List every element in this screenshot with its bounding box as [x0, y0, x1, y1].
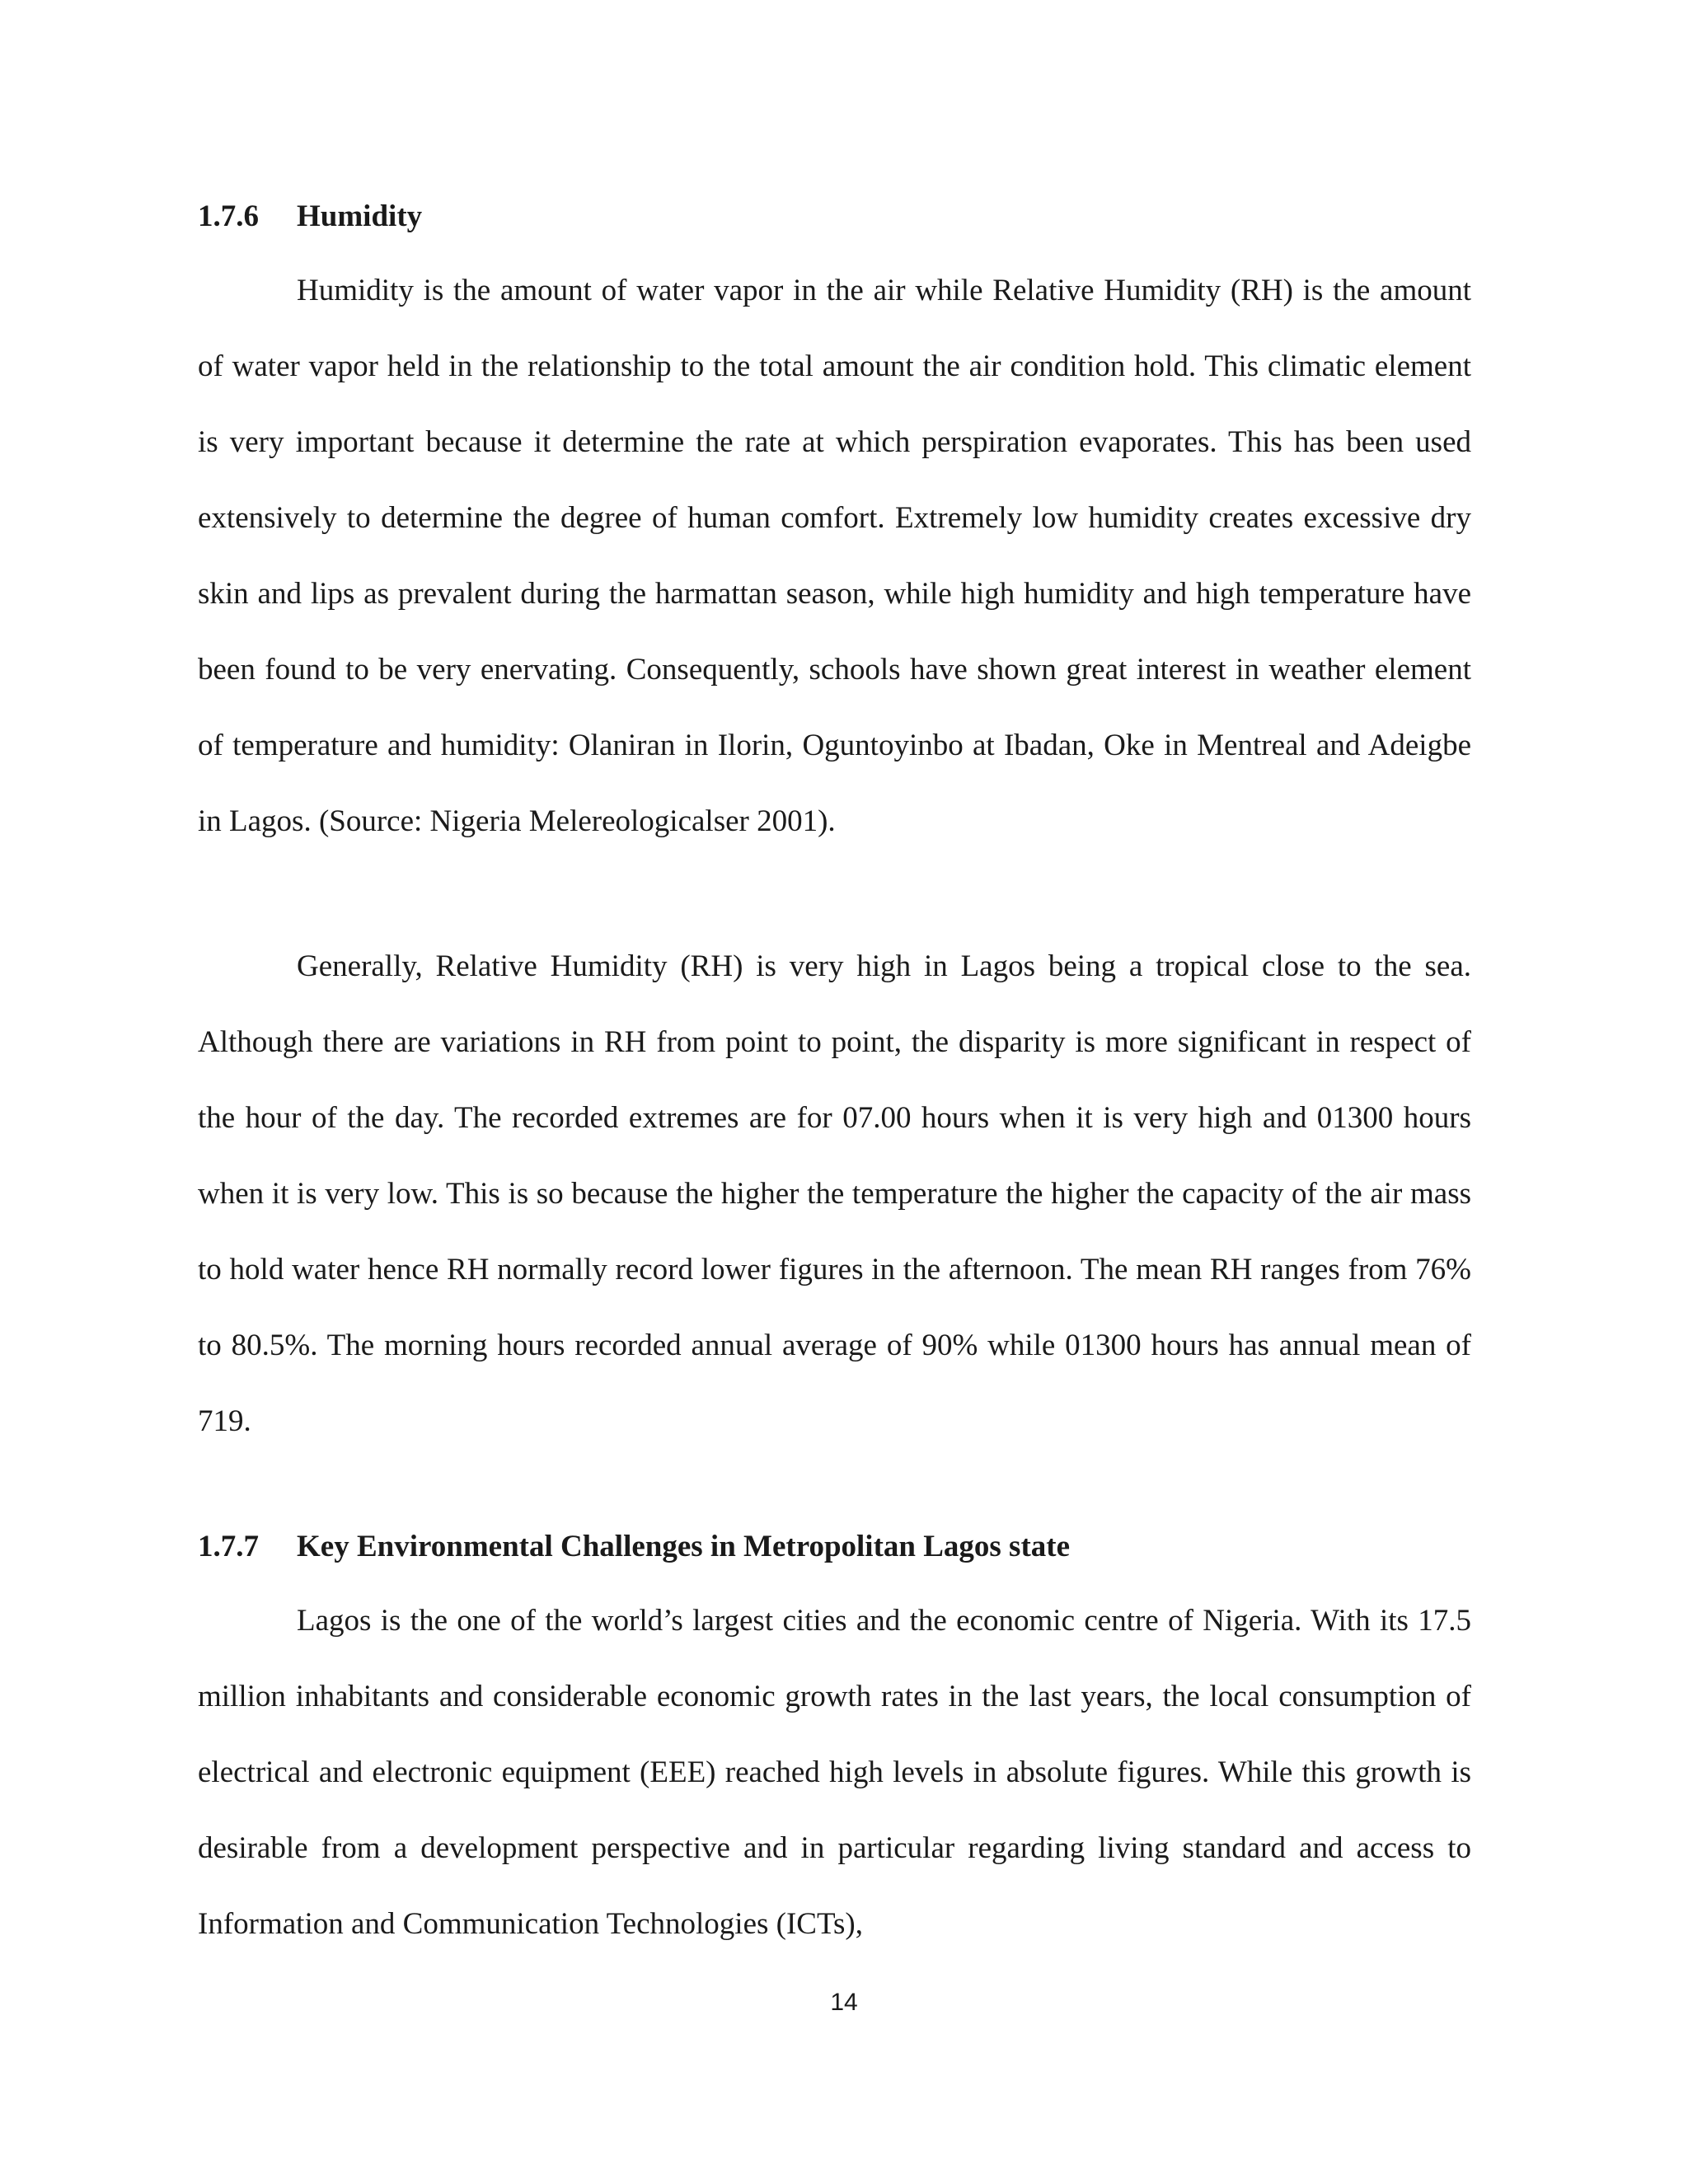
paragraph-humidity-definition [198, 253, 1471, 860]
paragraph-lagos-overview [198, 1583, 1471, 1962]
section-heading-humidity [198, 199, 422, 235]
paragraph-text: Humidity is the amount of water vapor in the air while Relative Humidity (RH) is the amount of water vapor held in the relationship to the total amount the air condition hold. This climatic element is very important because it determine the rate at which perspiration evaporates. This has been used extensively to determine the degree of human comfort. Extremely low humidity creates excessive dry skin and lips as prevalent during the harmattan season, while high humidity and high temperature have been found to be very enervating. Consequently, schools have shown great interest in weather element of temperature and humidity: Olaniran in Ilorin, Oguntoyinbo at Ibadan, Oke in Mentreal and Adeigbe in Lagos. (Source: Nigeria Melereologicalser 2001). [198, 274, 1471, 838]
paragraph-text: Lagos is the one of the world’s largest cities and the economic centre of Nigeria. With its 17.5 million inhabitants and considerable economic growth rates in the last years, the local consumption of electrical and electronic equipment (EEE) reached high levels in absolute figures. While this growth is desirable from a development perspective and in particular regarding living standard and access to Information and Communication Technologies (ICTs), [198, 1604, 1471, 1941]
section-title: Humidity [297, 199, 423, 233]
section-number: 1.7.6 [198, 199, 259, 233]
section-title: Key Environmental Challenges in Metropolitan Lagos state [297, 1530, 1071, 1563]
paragraph-text: Generally, Relative Humidity (RH) is very high in Lagos being a tropical close to the sea. Although there are variations in RH from point to point, the disparity is more significant in respect of the hour of the day. The recorded extremes are for 07.00 hours when it is very high and 01300 hours when it is very low. This is so because the higher the temperature the higher the capacity of the air mass to hold water hence RH normally record lower figures in the afternoon. The mean RH ranges from 76% to 80.5%. The morning hours recorded annual average of 90% while 01300 hours has annual mean of 719. [198, 949, 1471, 1438]
section-number: 1.7.7 [198, 1530, 259, 1563]
section-heading-environmental-challenges [198, 1529, 1070, 1565]
page-number: 14 [830, 1989, 858, 2016]
paragraph-relative-humidity-lagos [198, 929, 1471, 1460]
